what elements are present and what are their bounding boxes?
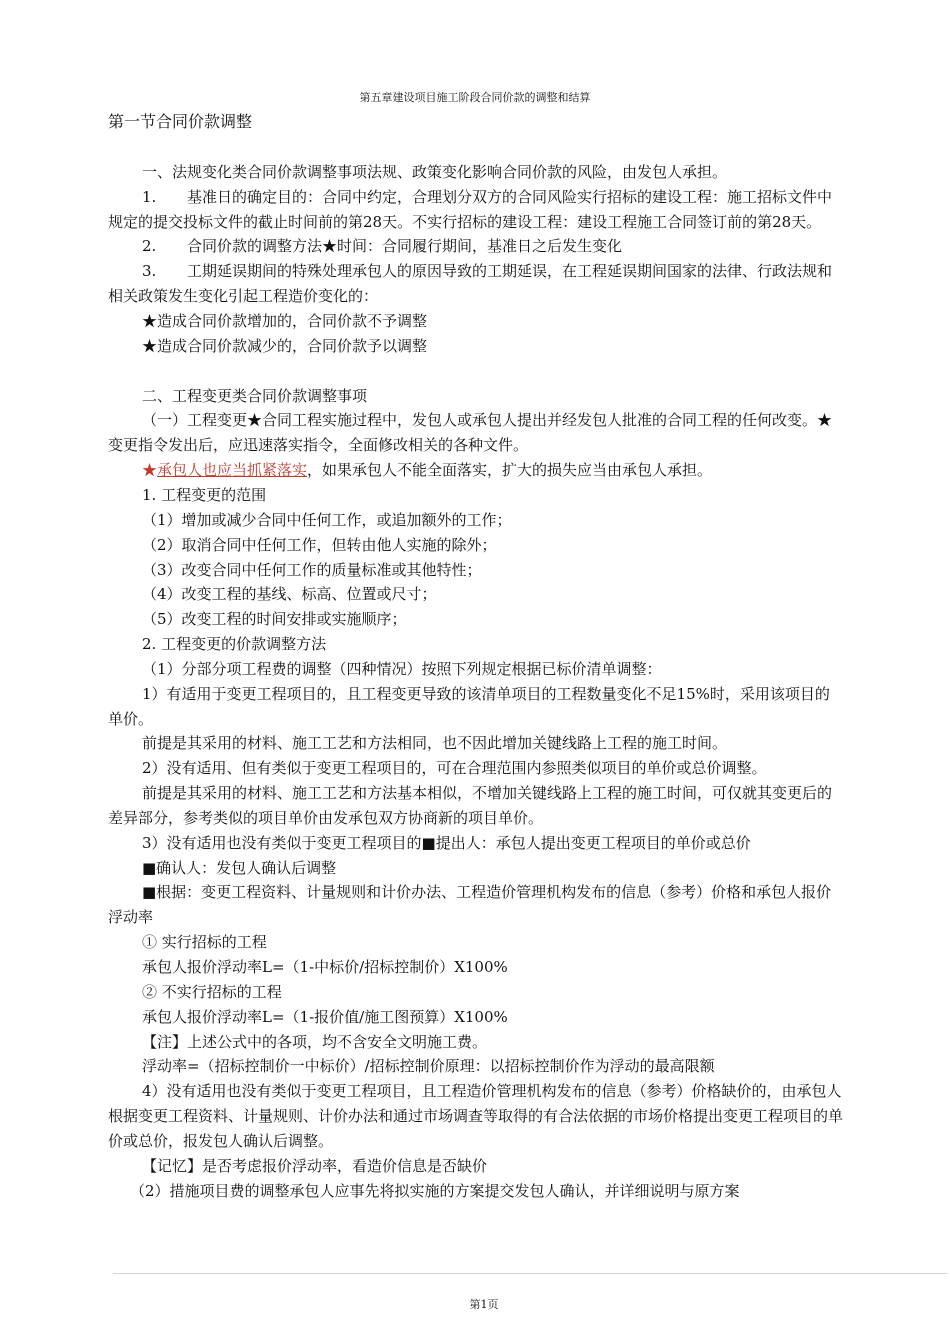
non-tendered-formula: 承包人报价浮动率L=（1-报价值/施工图预算）X100% bbox=[142, 1007, 508, 1026]
scope-item: （4）改变工程的基线、标高、位置或尺寸； bbox=[142, 585, 437, 604]
method-1-case-1: 1）有适用于变更工程项目的，且工程变更导致的该清单项目的工程数量变化不足15%时，采用该项目的单价。 bbox=[108, 684, 830, 728]
highlight-link[interactable]: 承包人也应当抓紧落实 bbox=[157, 461, 308, 480]
memo-line: 【记忆】是否考虑报价浮动率，看造价信息是否缺价 bbox=[142, 1156, 488, 1175]
part2-heading: 二、工程变更类合同价款调整事项 bbox=[142, 386, 368, 405]
item-text: 合同价款的调整方法★时间：合同履行期间，基准日之后发生变化 bbox=[187, 237, 623, 256]
non-tendered-project: ② 不实行招标的工程 bbox=[142, 982, 282, 1001]
method-1: （1）分部分项工程费的调整（四种情况）按照下列规定根据已标价清单调整： bbox=[142, 659, 662, 678]
footer-divider bbox=[113, 1273, 948, 1274]
star-mark: ★ bbox=[142, 461, 158, 480]
method-1-case-3: 3）没有适用也没有类似于变更工程项目的■提出人：承包人提出变更工程项目的单价或总价 bbox=[142, 833, 751, 852]
part1-item-2 bbox=[108, 234, 843, 259]
tendered-project: ① 实行招标的工程 bbox=[142, 933, 267, 952]
scope-item: （2）取消合同中任何工作，但转由他人实施的除外； bbox=[142, 535, 497, 554]
part1-item-1 bbox=[108, 185, 843, 235]
page-number: 第1页 bbox=[469, 1298, 499, 1311]
document-body bbox=[108, 110, 843, 1203]
method-title: 2. 工程变更的价款调整方法 bbox=[142, 635, 327, 654]
star-line-2: ★造成合同价款减少的，合同价款予以调整 bbox=[142, 336, 428, 355]
item-number: 3. bbox=[142, 262, 157, 281]
part1-heading: 一、法规变化类合同价款调整事项法规、政策变化影响合同价款的风险，由发包人承担。 bbox=[142, 162, 728, 181]
formula-note: 【注】上述公式中的各项，均不含安全文明施工费。 bbox=[142, 1032, 488, 1051]
scope-item: （3）改变合同中任何工作的质量标准或其他特性； bbox=[142, 560, 482, 579]
scope-title: 1. 工程变更的范围 bbox=[142, 485, 267, 504]
method-1-case-1-premise: 前提是其采用的材料、施工工艺和方法相同，也不因此增加关键线路上工程的施工时间。 bbox=[142, 734, 728, 753]
item-text: 基准日的确定目的：合同中约定，合理划分双方的合同风险实行招标的建设工程：施工招标文件中规定的提交投标文件的截止时间前的第28天。不实行招标的建设工程：建设工程施工合同签订前的第28天。 bbox=[108, 187, 833, 231]
method-2: （2）措施项目费的调整承包人应事先将拟实施的方案提交发包人确认，并详细说明与原方案 bbox=[130, 1181, 740, 1200]
method-1-case-4: 4）没有适用也没有类似于变更工程项目，且工程造价管理机构发布的信息（参考）价格缺价的，由承包人根据变更工程资料、计量规则、计价办法和通过市场调查等取得的有合法依据的市场价格提出变更工程项目的单价或总价，报发包人确认后调整。 bbox=[108, 1082, 844, 1150]
contractor-duty-rest: ，如果承包人不能全面落实，扩大的损失应当由承包人承担。 bbox=[307, 461, 713, 480]
section-title: 第一节合同价款调整 bbox=[108, 112, 253, 131]
item-number: 2. bbox=[142, 237, 157, 256]
blank-line bbox=[108, 359, 843, 384]
tendered-formula: 承包人报价浮动率L=（1-中标价/招标控制价）X100% bbox=[142, 958, 508, 976]
blank-line bbox=[108, 135, 843, 160]
part1-item-3 bbox=[108, 259, 843, 309]
scope-item: （5）改变工程的时间安排或实施顺序； bbox=[142, 610, 407, 629]
change-definition: （一）工程变更★合同工程实施过程中，发包人或承包人提出并经发包人批准的合同工程的任何改变。★变更指令发出后，应迅速落实指令，全面修改相关的各种文件。 bbox=[108, 411, 833, 455]
scope-item: （1）增加或减少合同中任何工作，或追加额外的工作； bbox=[142, 510, 512, 529]
method-1-case-2: 2）没有适用、但有类似于变更工程项目的，可在合理范围内参照类似项目的单价或总价调整。 bbox=[142, 759, 767, 778]
item-number: 1. bbox=[142, 187, 157, 206]
method-1-case-2-premise: 前提是其采用的材料、施工工艺和方法基本相似，不增加关键线路上工程的施工时间，可仅就其变更后的差异部分，参考类似的项目单价由发承包双方协商新的项目单价。 bbox=[108, 784, 833, 827]
document-header: 第五章建设项目施工阶段合同价款的调整和结算 bbox=[359, 91, 591, 104]
float-rate-principle: 浮动率=（招标控制价一中标价）/招标控制价原理：以招标控制价作为浮动的最高限额 bbox=[142, 1057, 715, 1076]
contractor-duty bbox=[108, 458, 843, 483]
basis-line: ■根据：变更工程资料、计量规则和计价办法、工程造价管理机构发布的信息（参考）价格和承包人报价浮动率 bbox=[108, 883, 832, 927]
confirmer-line: ■确认人：发包人确认后调整 bbox=[142, 858, 337, 877]
star-line-1: ★造成合同价款增加的，合同价款不予调整 bbox=[142, 311, 428, 330]
item-text: 工期延误期间的特殊处理承包人的原因导致的工期延误，在工程延误期间国家的法律、行政法规和相关政策发生变化引起工程造价变化的： bbox=[108, 262, 833, 306]
